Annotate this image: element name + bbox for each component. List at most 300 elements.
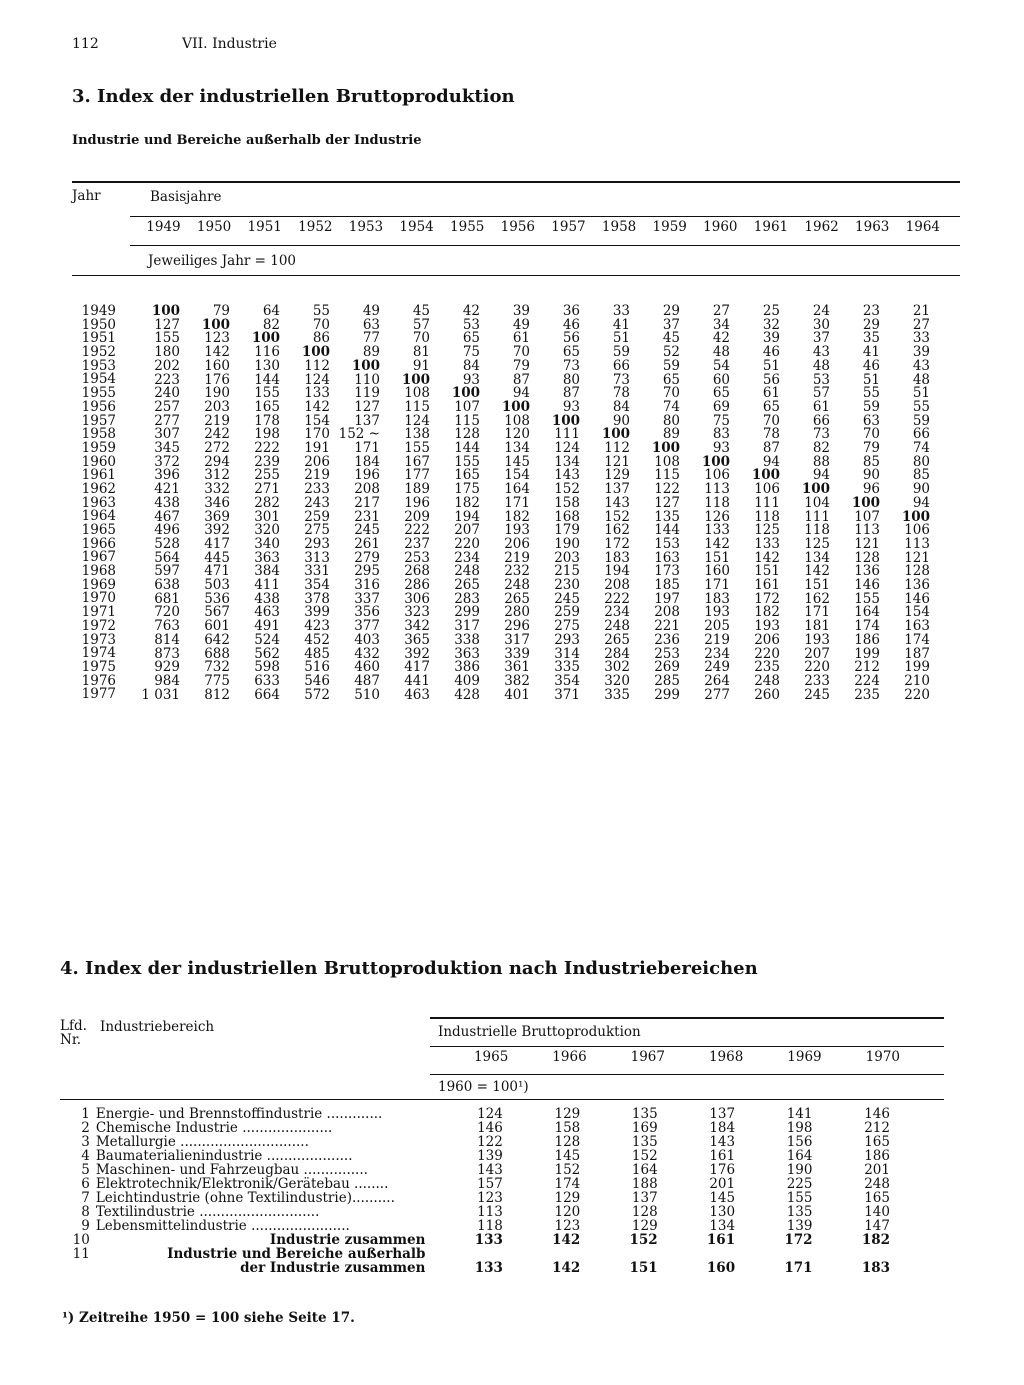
index-value-cell: 601 [204, 618, 230, 635]
index-value-cell: 463 [404, 686, 430, 703]
index-value-cell: 48 [712, 344, 730, 361]
index-value-cell: 53 [462, 316, 480, 333]
base-year-header: 1955 [450, 219, 485, 235]
row-year-label: 1967 [81, 549, 116, 566]
index-value-cell: 219 [204, 412, 230, 429]
index-value-cell: 59 [862, 398, 880, 415]
table3-year-header: Jahr [72, 188, 101, 204]
production-index-cell: 172 [784, 1232, 813, 1248]
production-index-cell: 135 [631, 1106, 658, 1122]
index-value-cell: 510 [354, 686, 380, 703]
index-value-cell: 151 [754, 563, 780, 580]
index-value-cell: 471 [204, 563, 230, 580]
table3-title: 3. Index der industriellen Bruttoproduktion [72, 86, 515, 107]
index-value-cell: 235 [754, 659, 780, 676]
index-value-cell: 124 [404, 412, 430, 429]
index-value-cell: 69 [712, 398, 730, 415]
table-row [130, 387, 930, 401]
production-index-cell: 146 [864, 1106, 890, 1122]
index-value-cell: 151 [704, 549, 730, 566]
index-value-cell: 814 [154, 631, 180, 648]
index-value-cell: 265 [504, 590, 530, 607]
index-value-cell: 111 [804, 508, 830, 525]
index-value-cell: 206 [504, 535, 530, 552]
table3-year-column [64, 305, 116, 702]
index-value-cell: 104 [804, 494, 830, 511]
index-value-cell: 314 [554, 645, 580, 662]
index-value-cell: 168 [554, 508, 580, 525]
index-value-cell: 296 [504, 618, 530, 635]
industry-area-name [96, 1163, 426, 1177]
table3-subtitle: Industrie und Bereiche außerhalb der Industrie [72, 133, 422, 148]
index-value-cell: 100 [301, 344, 330, 361]
production-index-cell: 171 [784, 1260, 813, 1276]
index-value-cell: 79 [212, 303, 230, 319]
index-value-cell: 42 [462, 303, 480, 319]
index-value-cell: 307 [154, 426, 180, 443]
table4-unit-rule [430, 1074, 944, 1075]
index-value-cell: 108 [404, 385, 430, 402]
index-value-cell: 245 [354, 522, 380, 539]
index-value-cell: 93 [462, 371, 480, 388]
index-value-cell: 39 [512, 303, 530, 319]
index-value-cell: 372 [154, 453, 180, 470]
index-value-cell: 81 [412, 344, 430, 361]
index-value-cell: 74 [912, 440, 930, 457]
production-index-cell: 122 [477, 1134, 503, 1150]
index-value-cell: 564 [154, 549, 180, 566]
index-value-cell: 100 [451, 385, 480, 402]
base-year-header: 1952 [298, 219, 333, 235]
row-year-label: 1959 [81, 439, 116, 456]
index-value-cell: 185 [654, 577, 680, 594]
index-value-cell: 90 [612, 412, 630, 429]
production-index-cell: 133 [474, 1232, 503, 1248]
production-index-cell: 152 [554, 1162, 581, 1178]
index-value-cell: 203 [204, 398, 230, 415]
index-value-cell: 65 [662, 371, 680, 388]
index-value-cell: 59 [662, 357, 680, 374]
index-value-cell: 306 [404, 590, 430, 607]
index-value-cell: 259 [554, 604, 580, 621]
index-value-cell: 240 [154, 385, 180, 402]
index-value-cell: 86 [312, 330, 330, 347]
row-year-label: 1970 [81, 590, 116, 607]
table4-top-rule [430, 1017, 944, 1019]
index-value-cell: 873 [154, 645, 180, 662]
row-number: 3 [81, 1134, 90, 1150]
production-index-cell: 188 [631, 1176, 658, 1192]
production-index-cell: 165 [864, 1134, 890, 1150]
production-index-cell: 134 [709, 1218, 736, 1234]
index-value-cell: 94 [512, 385, 530, 402]
table-row [60, 1219, 890, 1233]
index-value-cell: 56 [762, 371, 780, 388]
index-value-cell: 55 [912, 398, 930, 415]
index-value-cell: 346 [204, 494, 230, 511]
industry-area-label: Elektrotechnik/Elektronik/Gerätebau ........ [95, 1177, 389, 1191]
index-value-cell: 80 [912, 453, 930, 470]
index-value-cell: 127 [354, 398, 380, 415]
production-index-cell: 123 [554, 1218, 581, 1234]
index-value-cell: 174 [904, 631, 930, 648]
index-value-cell: 265 [454, 577, 480, 594]
index-value-cell: 142 [754, 549, 780, 566]
production-index-cell: 145 [554, 1148, 581, 1164]
industry-area-label: Leichtindustrie (ohne Textilindustrie).......... [95, 1191, 395, 1205]
year-header: 1965 [473, 1049, 509, 1065]
index-value-cell: 100 [651, 440, 680, 457]
index-value-cell: 80 [562, 371, 580, 388]
index-value-cell: 234 [604, 604, 630, 621]
index-value-cell: 29 [862, 316, 880, 333]
table-row [130, 401, 930, 415]
index-value-cell: 732 [204, 659, 230, 676]
row-number: 6 [81, 1176, 90, 1192]
index-value-cell: 382 [504, 672, 530, 689]
index-value-cell: 445 [204, 549, 230, 566]
index-value-cell: 313 [304, 549, 330, 566]
index-value-cell: 94 [912, 494, 930, 511]
index-value-cell: 164 [854, 604, 880, 621]
index-value-cell: 46 [562, 316, 580, 333]
index-value-cell: 399 [304, 604, 330, 621]
index-value-cell: 236 [654, 631, 680, 648]
index-value-cell: 25 [762, 303, 780, 319]
index-value-cell: 89 [662, 426, 680, 443]
row-year-label: 1975 [81, 658, 116, 675]
index-value-cell: 108 [504, 412, 530, 429]
index-value-cell: 112 [604, 440, 630, 457]
index-value-cell: 212 [854, 659, 880, 676]
index-value-cell: 361 [504, 659, 530, 676]
index-value-cell: 106 [754, 481, 780, 498]
index-value-cell: 113 [704, 481, 730, 498]
production-index-cell: 143 [477, 1162, 503, 1178]
index-value-cell: 536 [204, 590, 230, 607]
index-value-cell: 151 [804, 577, 830, 594]
index-value-cell: 126 [704, 508, 730, 525]
index-value-cell: 142 [204, 344, 230, 361]
index-value-cell: 163 [904, 618, 930, 635]
index-value-cell: 70 [662, 385, 680, 402]
production-index-cell: 164 [631, 1162, 658, 1178]
index-value-cell: 118 [704, 494, 730, 511]
row-year-label: 1952 [81, 344, 116, 361]
index-value-cell: 261 [354, 535, 380, 552]
production-index-cell: 124 [477, 1106, 503, 1122]
table-row [60, 1191, 890, 1205]
index-value-cell: 208 [604, 577, 630, 594]
index-value-cell: 171 [704, 577, 730, 594]
industry-area-name [96, 1219, 426, 1233]
year-header: 1966 [552, 1049, 587, 1065]
production-index-cell: 135 [786, 1204, 813, 1220]
year-header: 1967 [630, 1049, 665, 1065]
production-index-cell: 146 [477, 1120, 503, 1136]
row-year-label: 1956 [81, 398, 116, 415]
index-value-cell: 178 [254, 412, 280, 429]
row-year-label: 1965 [81, 522, 116, 538]
index-value-cell: 37 [662, 316, 680, 333]
index-value-cell: 203 [554, 549, 580, 566]
industry-area-label: Lebensmittelindustrie ....................... [95, 1219, 350, 1233]
index-value-cell: 984 [154, 672, 180, 689]
index-value-cell: 182 [754, 604, 780, 621]
production-index-cell: 174 [554, 1176, 581, 1192]
table3-basis-header: Basisjahre [150, 189, 222, 205]
index-value-cell: 198 [254, 426, 280, 443]
index-value-cell: 137 [354, 412, 380, 429]
index-value-cell: 45 [412, 303, 430, 319]
index-value-cell: 170 [304, 426, 330, 443]
index-value-cell: 61 [762, 385, 780, 402]
table-row [130, 428, 930, 442]
index-value-cell: 331 [304, 563, 330, 580]
index-value-cell: 312 [204, 467, 230, 484]
industry-area-name [96, 1135, 426, 1149]
index-value-cell: 299 [454, 604, 480, 621]
index-value-cell: 129 [604, 467, 630, 484]
index-value-cell: 182 [504, 508, 530, 525]
index-value-cell: 363 [254, 549, 280, 566]
index-value-cell: 84 [612, 398, 630, 415]
index-value-cell: 335 [604, 686, 630, 703]
index-value-cell: 221 [654, 618, 680, 635]
index-value-cell: 96 [862, 481, 880, 498]
index-value-cell: 154 [504, 467, 530, 484]
index-value-cell: 110 [354, 371, 380, 388]
index-value-cell: 271 [254, 481, 280, 498]
index-value-cell: 295 [354, 563, 380, 580]
index-value-cell: 165 [254, 398, 280, 415]
production-index-cell: 113 [477, 1204, 503, 1220]
index-value-cell: 23 [862, 303, 880, 319]
index-value-cell: 128 [904, 563, 930, 580]
index-value-cell: 100 [251, 330, 280, 347]
index-value-cell: 248 [754, 672, 780, 689]
index-value-cell: 242 [204, 426, 230, 443]
row-year-label: 1955 [81, 385, 116, 402]
index-value-cell: 135 [654, 508, 680, 525]
index-value-cell: 51 [762, 357, 780, 374]
production-index-cell: 129 [554, 1106, 581, 1122]
index-value-cell: 85 [912, 467, 930, 484]
base-year-header: 1959 [652, 219, 687, 235]
index-value-cell: 222 [404, 522, 430, 539]
index-value-cell: 421 [154, 481, 180, 498]
index-value-cell: 220 [904, 686, 930, 703]
index-value-cell: 116 [254, 344, 280, 361]
index-value-cell: 342 [404, 618, 430, 635]
index-value-cell: 199 [854, 645, 880, 662]
index-value-cell: 145 [504, 453, 530, 470]
index-value-cell: 80 [662, 412, 680, 429]
industry-area-name [96, 1177, 426, 1191]
row-year-label: 1962 [81, 480, 116, 497]
index-value-cell: 275 [304, 522, 330, 539]
production-index-cell: 169 [631, 1120, 658, 1136]
index-value-cell: 111 [754, 494, 780, 511]
index-value-cell: 688 [204, 645, 230, 662]
index-value-cell: 396 [154, 467, 180, 484]
index-value-cell: 220 [754, 645, 780, 662]
index-value-cell: 79 [512, 357, 530, 374]
index-value-cell: 432 [354, 645, 380, 662]
index-value-cell: 65 [462, 330, 480, 347]
table3-body-rule [72, 275, 960, 276]
index-value-cell: 183 [704, 590, 730, 607]
index-value-cell: 152 [554, 481, 580, 498]
index-value-cell: 260 [754, 686, 780, 703]
index-value-cell: 279 [354, 549, 380, 566]
index-value-cell: 524 [254, 631, 280, 648]
index-value-cell: 302 [604, 659, 630, 676]
index-value-cell: 154 [304, 412, 330, 429]
row-year-label: 1976 [81, 672, 116, 689]
table-row [130, 374, 930, 388]
index-value-cell: 89 [362, 344, 380, 361]
index-value-cell: 146 [854, 577, 880, 594]
index-value-cell: 210 [904, 672, 930, 689]
index-value-cell: 338 [454, 631, 480, 648]
index-value-cell: 277 [704, 686, 730, 703]
row-year-label: 1957 [81, 412, 116, 429]
index-value-cell: 516 [304, 659, 330, 676]
row-number: 8 [81, 1204, 90, 1220]
row-number: 9 [81, 1218, 90, 1234]
index-value-cell: 55 [312, 303, 330, 319]
index-value-cell: 233 [304, 481, 330, 498]
index-value-cell: 63 [362, 316, 380, 333]
index-value-cell: 54 [712, 357, 730, 374]
index-value-cell: 681 [154, 590, 180, 607]
base-year-header: 1949 [146, 219, 181, 235]
index-value-cell: 100 [751, 467, 780, 484]
industry-area-label: Metallurgie .............................. [95, 1135, 309, 1149]
index-value-cell: 386 [454, 659, 480, 676]
index-value-cell: 51 [912, 385, 930, 402]
index-value-cell: 301 [254, 508, 280, 525]
production-index-cell: 118 [477, 1218, 503, 1234]
index-value-cell: 90 [912, 481, 930, 498]
index-value-cell: 163 [654, 549, 680, 566]
base-year-header: 1961 [753, 219, 789, 235]
index-value-cell: 664 [254, 686, 280, 703]
index-value-cell: 194 [604, 563, 630, 580]
production-index-cell: 141 [786, 1106, 813, 1122]
production-index-cell: 133 [474, 1260, 503, 1276]
index-value-cell: 53 [812, 371, 830, 388]
index-value-cell: 174 [854, 618, 880, 635]
index-value-cell: 272 [204, 440, 230, 457]
base-year-header: 1951 [247, 219, 282, 235]
index-value-cell: 239 [254, 453, 280, 470]
index-value-cell: 136 [904, 577, 930, 594]
industry-area-label: Chemische Industrie ..................... [95, 1121, 333, 1135]
index-value-cell: 70 [312, 316, 330, 333]
production-index-cell: 123 [477, 1190, 503, 1206]
index-value-cell: 60 [712, 371, 730, 388]
production-index-cell: 183 [861, 1260, 890, 1276]
index-value-cell: 337 [354, 590, 380, 607]
table4-group-header: Industrielle Bruttoproduktion [438, 1024, 641, 1040]
index-value-cell: 123 [204, 330, 230, 347]
index-value-cell: 143 [554, 467, 580, 484]
index-value-cell: 160 [204, 357, 230, 374]
index-value-cell: 119 [354, 385, 380, 402]
industry-area-label: Industrie und Bereiche außerhalb [167, 1247, 426, 1262]
index-value-cell: 224 [854, 672, 880, 689]
index-value-cell: 41 [862, 344, 880, 361]
index-value-cell: 562 [254, 645, 280, 662]
row-year-label: 1958 [81, 426, 116, 443]
index-value-cell: 193 [704, 604, 730, 621]
table-row [130, 360, 930, 374]
index-value-cell: 485 [304, 645, 330, 662]
index-value-cell: 48 [812, 357, 830, 374]
index-value-cell: 121 [904, 549, 930, 566]
index-value-cell: 124 [554, 440, 580, 457]
index-value-cell: 235 [854, 686, 880, 703]
table4-nr-header: Lfd. Nr. [60, 1018, 87, 1048]
index-value-cell: 63 [862, 412, 880, 429]
index-value-cell: 144 [254, 371, 280, 388]
index-value-cell: 496 [154, 522, 180, 539]
index-value-cell: 208 [354, 481, 380, 498]
index-value-cell: 245 [804, 686, 830, 703]
index-value-cell: 49 [362, 303, 380, 319]
industry-area-label: Maschinen- und Fahrzeugbau ............... [95, 1163, 368, 1177]
index-value-cell: 323 [404, 604, 430, 621]
index-value-cell: 142 [804, 563, 830, 580]
index-value-cell: 171 [804, 604, 830, 621]
index-value-cell: 118 [754, 508, 780, 525]
index-value-cell: 365 [404, 631, 430, 648]
table-row [60, 1149, 890, 1163]
index-value-cell: 100 [801, 481, 830, 498]
index-value-cell: 199 [904, 659, 930, 676]
index-value-cell: 280 [504, 604, 530, 621]
index-value-cell: 93 [712, 440, 730, 457]
index-value-cell: 107 [854, 508, 880, 525]
index-value-cell: 41 [612, 316, 630, 333]
index-value-cell: 249 [704, 659, 730, 676]
index-value-cell: 775 [204, 672, 230, 689]
index-value-cell: 161 [754, 577, 780, 594]
index-value-cell: 257 [154, 398, 180, 415]
index-value-cell: 220 [804, 659, 830, 676]
index-value-cell: 171 [504, 494, 530, 511]
index-value-cell: 269 [654, 659, 680, 676]
table4-title: 4. Index der industriellen Bruttoproduktion nach Industriebereichen [60, 958, 758, 979]
index-value-cell: 320 [254, 522, 280, 539]
production-index-cell: 182 [861, 1232, 890, 1248]
index-value-cell: 115 [454, 412, 480, 429]
row-year-label: 1953 [81, 357, 116, 374]
production-index-cell: 190 [786, 1162, 813, 1178]
table3-unit-rule [130, 245, 960, 246]
index-value-cell: 155 [854, 590, 880, 607]
index-value-cell: 100 [351, 357, 380, 374]
index-value-cell: 83 [712, 426, 730, 443]
index-value-cell: 165 [454, 467, 480, 484]
index-value-cell: 59 [612, 344, 630, 361]
row-year-label: 1971 [81, 604, 116, 621]
index-value-cell: 27 [912, 316, 930, 333]
index-value-cell: 158 [554, 494, 580, 511]
index-value-cell: 70 [762, 412, 780, 429]
